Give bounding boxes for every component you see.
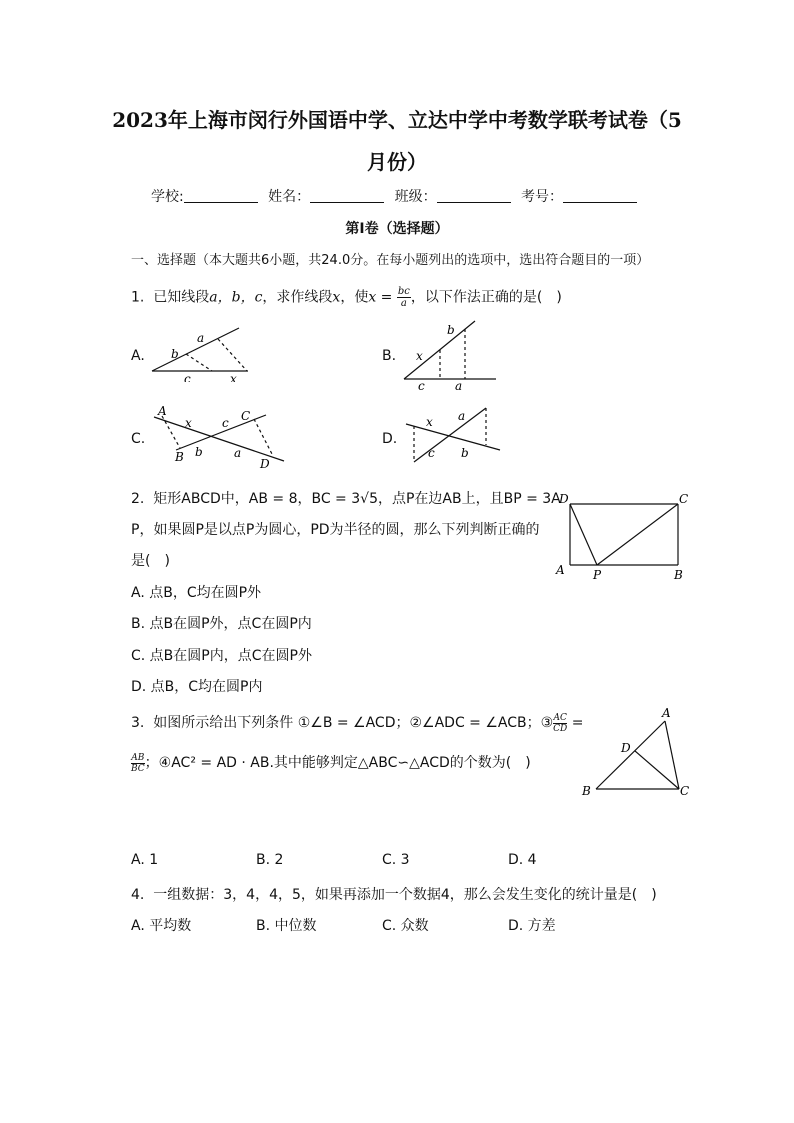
fig-d-label-a: a [458, 409, 466, 423]
q1-option-d-label: D. [382, 431, 398, 447]
q1-number: 1. [131, 289, 145, 306]
fig-a-label-x: x [230, 372, 237, 382]
q1-text-mid2: ，使 [340, 289, 369, 306]
fig3-label-A: A [662, 706, 671, 720]
q1-x: x [332, 289, 341, 306]
q4-text: 一组数据：3，4，4，5，如果再添加一个数据4，那么会发生变化的统计量是( ) [153, 887, 657, 903]
fig3-side-ba [596, 721, 665, 789]
q1-formula-lhs: x = [368, 289, 393, 306]
fig-c-label-C: C [241, 409, 251, 423]
fig-c-label-A: A [158, 404, 167, 418]
fig3-label-D: D [621, 741, 631, 755]
q1-text-before: 已知线段 [153, 289, 210, 306]
q1-frac-num: bc [397, 286, 410, 297]
fig-d-label-b: b [461, 446, 469, 460]
exam-no-label: 考号： [521, 189, 564, 205]
name-label: 姓名： [268, 189, 311, 205]
q1-figure-b [400, 316, 500, 392]
fig2-segment-pd [570, 504, 597, 565]
q1-figure-c [148, 402, 288, 472]
fig2-segment-pc [597, 504, 678, 565]
q1-vars: a，b，c [209, 289, 263, 306]
q1-figure-d [400, 402, 505, 470]
fig-c-label-D: D [260, 457, 270, 471]
q1-option-b-label: B. [382, 348, 397, 364]
fig-b-label-a: a [455, 379, 463, 392]
fig-c-dash-2 [254, 419, 272, 454]
q1-stem [131, 286, 562, 309]
q1-figure-a [148, 322, 248, 382]
q4-stem [131, 884, 657, 904]
q4-option-d: D. 方差 [508, 918, 556, 934]
fig-c-line-1 [154, 417, 284, 461]
fig-a-label-b: b [171, 347, 179, 361]
q1-option-a-label: A. [131, 348, 145, 364]
fig-d-label-c: c [428, 446, 435, 460]
q2-option-b: B. 点B在圆P外，点C在圆P内 [131, 616, 312, 632]
fig3-label-C: C [680, 784, 690, 798]
q3-option-d: D. 4 [508, 852, 537, 868]
q3-figure-triangle [578, 702, 694, 802]
fig-c-label-b: b [195, 445, 203, 459]
q2-option-d: D. 点B，C均在圆P内 [131, 679, 263, 695]
fig-a-label-a: a [197, 331, 205, 345]
fig-a-label-c: c [184, 372, 191, 382]
fig-b-label-b: b [447, 323, 455, 337]
q3-text-line2: ；④AC² = AD · AB.其中能够判定△ABC∽△ACD的个数为( ) [144, 755, 531, 771]
class-label: 班级： [394, 189, 437, 205]
fig-b-label-c: c [418, 379, 425, 392]
fig-a-dash-1 [186, 354, 212, 371]
fig-d-label-x: x [426, 415, 433, 429]
q4-number: 4. [131, 887, 145, 903]
fig-d-line-2 [414, 408, 486, 462]
fig2-label-D: D [559, 492, 569, 506]
class-blank [437, 188, 511, 203]
q4-option-b: B. 中位数 [256, 918, 317, 934]
q2-line3: 是( ) [131, 553, 170, 569]
q2-figure-rectangle [552, 488, 694, 586]
fig-c-label-a: a [234, 446, 242, 460]
q2-text-line1: 矩形ABCD中，AB = 8，BC = 3√5，点P在边AB上，且BP = 3A [153, 491, 561, 507]
q3-frac1-den: CD [553, 723, 568, 734]
q3-frac2-num: AB [131, 752, 145, 763]
name-blank [310, 188, 384, 203]
part1-header: 一、选择题（本大题共6小题，共24.0分。在每小题列出的选项中，选出符合题目的一项） [131, 253, 650, 268]
q4-option-a: A. 平均数 [131, 918, 192, 934]
q3-option-a: A. 1 [131, 852, 159, 868]
school-label: 学校: [150, 189, 184, 205]
q3-fraction-1 [553, 713, 567, 734]
q1-text-after: ，以下作法正确的是( ) [410, 289, 562, 306]
fig-c-label-x: x [185, 416, 192, 430]
fig2-label-P: P [593, 568, 602, 582]
exam-title-line1: 2023年上海市闵行外国语中学、立达中学中考数学联考试卷（5 [112, 108, 682, 132]
q1-text-mid: ，求作线段 [262, 289, 333, 306]
student-info-line [0, 186, 794, 206]
q3-text-line1: 如图所示给出下列条件 ①∠B = ∠ACD；②∠ADC = ∠ACB；③ [153, 715, 554, 731]
exam-title-line2: 月份） [367, 150, 427, 174]
q1-fraction [397, 286, 411, 309]
q3-number: 3. [131, 715, 145, 731]
q1-frac-den: a [400, 298, 407, 309]
q1-option-c-label: C. [131, 431, 146, 447]
fig2-label-C: C [679, 492, 689, 506]
section-heading: 第I卷（选择题） [345, 221, 449, 237]
q2-line1 [131, 488, 561, 508]
fig-a-dash-2 [218, 339, 247, 371]
fig-c-label-B: B [175, 450, 184, 464]
fig2-label-B: B [674, 568, 683, 582]
fig-b-label-x: x [416, 349, 423, 363]
q2-line2: P，如果圆P是以点P为圆心，PD为半径的圆，那么下列判断正确的 [131, 522, 540, 538]
q2-number: 2. [131, 491, 145, 507]
fig2-label-A: A [556, 563, 565, 577]
q3-option-b: B. 2 [256, 852, 284, 868]
fig-a-slant-line [152, 328, 239, 371]
q2-option-a: A. 点B，C均在圆P外 [131, 585, 262, 601]
q3-frac2-den: BC [131, 763, 145, 774]
q3-equals: = [571, 715, 584, 731]
q4-option-c: C. 众数 [382, 918, 429, 934]
q3-option-c: C. 3 [382, 852, 410, 868]
q2-option-c: C. 点B在圆P内，点C在圆P外 [131, 648, 312, 664]
q3-fraction-2 [131, 753, 145, 774]
fig3-label-B: B [582, 784, 591, 798]
q3-line2 [131, 752, 531, 774]
fig-c-label-c: c [222, 416, 229, 430]
exam-no-blank [563, 188, 637, 203]
q3-frac1-num: AC [553, 712, 567, 723]
q3-line1 [131, 712, 583, 734]
school-blank [184, 188, 258, 203]
